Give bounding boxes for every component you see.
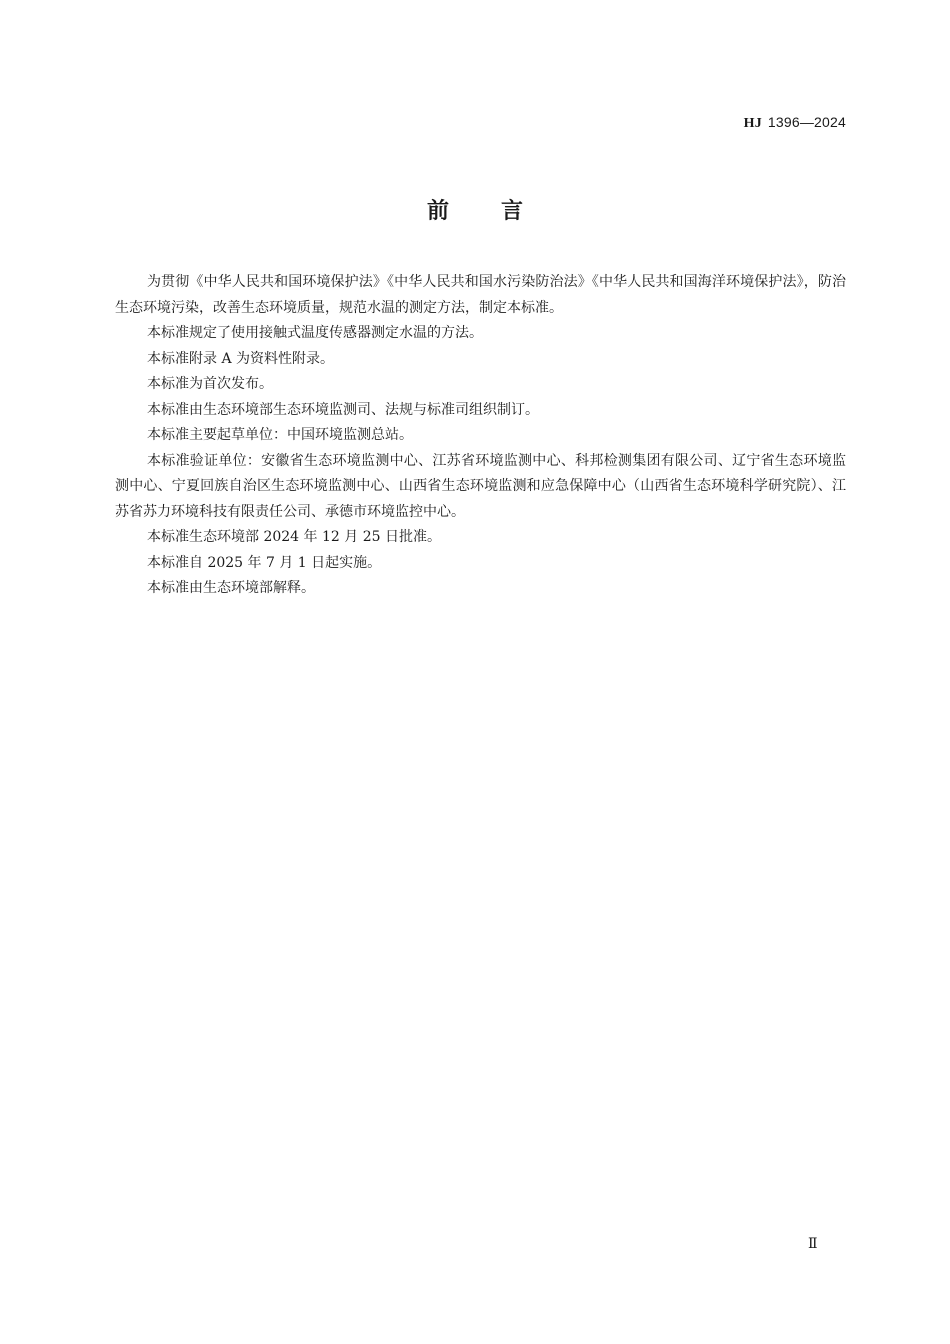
paragraph-scope: 本标准规定了使用接触式温度传感器测定水温的方法。 [147,325,483,341]
paragraph-verification-units: 本标准验证单位：安徽省生态环境监测中心、江苏省环境监测中心、科邦检测集团有限公司、辽宁省生态环境监测中心、宁夏回族自治区生态环境监测中心、山西省生态环境监测和应急保障中心（山西省生态环境科学研究院）、江苏省苏力环境科技有限责任公司、承德市环境监控中心。 [115,452,846,520]
paragraph-appendix: 本标准附录 A 为资料性附录。 [147,350,335,367]
standard-code: HJ [743,116,762,131]
document-header [744,114,846,132]
foreword-body [115,270,846,602]
paragraph-effective-date: 本标准自 2025 年 7 月 1 日起实施。 [147,554,382,571]
paragraph-drafting-unit: 本标准主要起草单位：中国环境监测总站。 [147,427,413,443]
paragraph-approval: 本标准生态环境部 2024 年 12 月 25 日批准。 [147,529,441,545]
paragraph-purpose: 为贯彻《中华人民共和国环境保护法》《中华人民共和国水污染防治法》《中华人民共和国海洋环境保护法》，防治生态环境污染，改善生态环境质量，规范水温的测定方法，制定本标准。 [115,274,846,316]
paragraph-organizer: 本标准由生态环境部生态环境监测司、法规与标准司组织制订。 [147,401,539,418]
page-title: 前言 [426,199,575,224]
page-number: Ⅱ [808,1237,818,1252]
paragraph-first-release: 本标准为首次发布。 [147,376,273,392]
standard-number: 1396—2024 [767,114,846,130]
paragraph-interpretation: 本标准由生态环境部解释。 [147,580,315,596]
